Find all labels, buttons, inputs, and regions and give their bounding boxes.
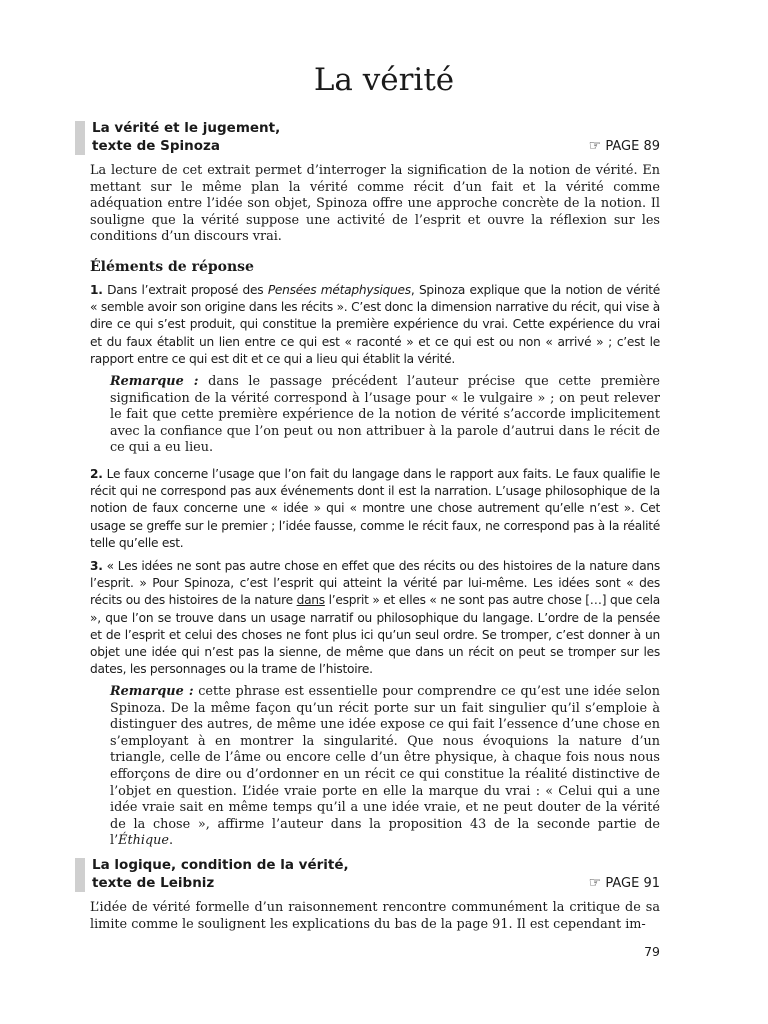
underlined-word: dans	[296, 593, 325, 608]
section-title	[92, 119, 280, 155]
answer-number: 3.	[90, 559, 103, 573]
section-intro: L’idée de vérité formelle d’un raisonnement rencontre communément la critique de sa limite comme le soulignent les explications du bas de la page 91. Il est cependant im-	[90, 900, 660, 932]
remark-text: dans le passage précédent l’auteur précise que cette première signification de la vérité correspond à l’usage pour « le vulgaire » ; on peut relever le fait que cette première expérience de la notion de vérité s’accorde implicitement avec la confiance que l’on peut ou non attribuer à la parole d’autrui dans le récit de ce qui a eu lieu.	[110, 374, 660, 456]
remark-label: Remarque :	[110, 374, 199, 389]
section-title-line2: texte de Spinoza	[92, 138, 221, 154]
pointing-hand-icon: ☞	[588, 138, 602, 154]
page-number: 79	[644, 944, 660, 959]
work-title: Pensées métaphysiques	[267, 283, 411, 297]
section-heading-spinoza	[75, 119, 660, 157]
section-title-line1: La logique, condition de la vérité,	[92, 857, 349, 873]
answer-text: Dans l’extrait proposé des	[102, 283, 268, 297]
section-title-line1: La vérité et le jugement,	[92, 120, 281, 136]
page-reference	[589, 137, 660, 156]
section-marker-bar	[75, 858, 85, 892]
answer-text: l’esprit » et elles « ne sont pas autre chose […] que cela », que l’on se trouve dans un usage narratif ou philosophique du langage. L’ordre de la pensée et de l’esprit et celui des choses ne font plus ici qu’un seul ordre. Se tromper, c’est donner à un objet une idée qui n’est pas la sienne, de même que dans un récit on peut se tromper sur les dates, les personnages ou la trame de l’histoire.	[90, 593, 660, 677]
page-reference-label: PAGE 89	[605, 139, 660, 154]
section-title	[92, 856, 349, 892]
answer-number: 2.	[90, 467, 103, 481]
page-reference	[589, 874, 660, 893]
remark-text: cette phrase est essentielle pour comprendre ce qu’est une idée selon Spinoza. De la même façon qu’un récit porte sur un fait singulier qu’il s’emploie à distinguer des autres, de même une idée expose ce qui fait l’essence d’une chose en s’employant à en montrer la singularité. Que nous évoquions la nature d’un triangle, celle de l’âme ou encore celle d’un être physique, à chaque fois nous nous efforçons de dire ou d’ordonner en un récit ce qui constitue la réalité distinctive de l’objet en question. L’idée vraie porte en elle la marque du vrai : « Celui qui a une idée vraie sait en même temps qu’il a une idée vraie, et ne peut douter de la vérité de la chose », affirme l’auteur dans la proposition 43 de la seconde partie de l’	[110, 684, 660, 849]
remark-2	[110, 684, 660, 850]
answer-3	[90, 558, 660, 678]
section-intro: La lecture de cet extrait permet d’interroger la signification de la notion de vérité. En mettant sur le même plan la vérité comme récit d’un fait et la vérité comme adéquation entre l’idée son objet, Spinoza offre une approche concrète de la notion. Il souligne que la vérité suppose une activité de l’esprit et ouvre la réflexion sur les conditions d’un discours vrai.	[90, 163, 660, 244]
remark-label: Remarque :	[110, 684, 194, 699]
remark-1	[110, 374, 660, 457]
pointing-hand-icon: ☞	[588, 875, 602, 891]
answer-number: 1.	[90, 283, 103, 297]
answer-text: Le faux concerne l’usage que l’on fait du langage dans le rapport aux faits. Le faux qualifie le récit qui ne correspond pas aux événements dont il est la narration. L’usage philosophique de la notion de faux concerne une « idée » qui « montre une chose autrement qu’elle n’est ». Cet usage se greffe sur le premier ; l’idée fausse, comme le récit faux, ne correspond pas à la réalité telle qu’elle est.	[90, 467, 660, 550]
page-title: La vérité	[313, 62, 455, 98]
page-reference-label: PAGE 91	[605, 876, 660, 891]
answer-text: , Spinoza explique que la notion de vérité « semble avoir son origine dans les récits ». C’est donc la dimension narrative du récit, qui vise à dire ce qui s’est produit, qui constitue la première expérience du vrai. Cette expérience du vrai et du faux établit un lien entre ce qui est « raconté » et ce qui est ou non « arrivé » ; c’est le rapport entre ce qui est dit et ce qui a lieu qui établit la vérité.	[90, 283, 660, 366]
answer-2	[90, 466, 660, 552]
work-title: Éthique	[118, 833, 169, 849]
section-title-line2: texte de Leibniz	[92, 875, 215, 891]
section-heading-leibniz	[75, 856, 660, 894]
remark-text: .	[169, 833, 174, 849]
section-marker-bar	[75, 121, 85, 155]
answer-1	[90, 282, 660, 368]
subheading: Éléments de réponse	[90, 259, 254, 275]
answer-text: « Les idées ne sont pas autre chose en effet que des récits ou des histoires de la nature dans l’esprit. » Pour Spinoza, c’est l’esprit qui atteint la vérité par lui-même. Les idées sont « des récits ou des histoires de la nature	[90, 559, 660, 608]
